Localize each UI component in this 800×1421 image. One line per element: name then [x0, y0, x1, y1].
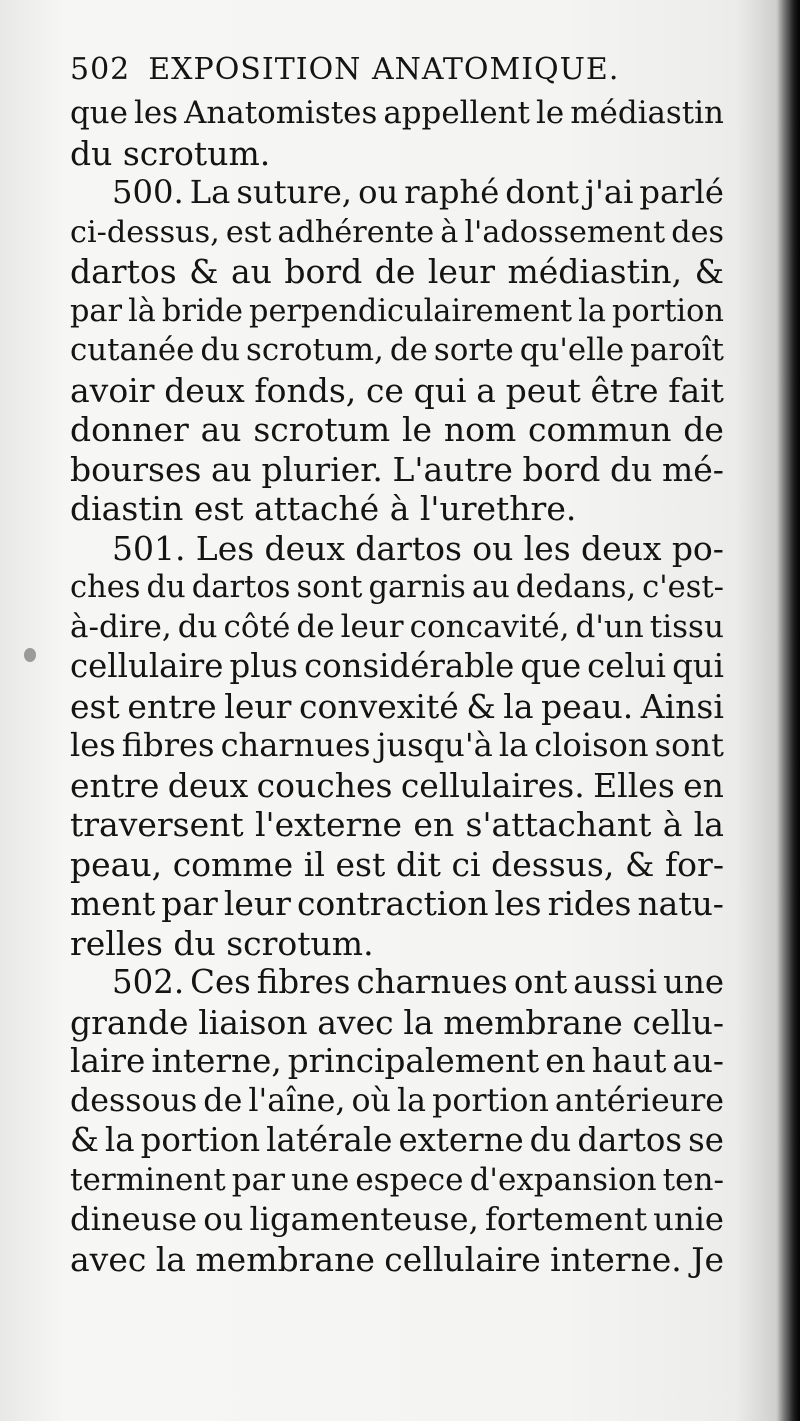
text-line — [70, 1200, 724, 1240]
word: espece — [355, 1161, 464, 1198]
word: couches — [256, 765, 393, 805]
word: l'adossement — [464, 214, 666, 250]
word: ont — [513, 963, 568, 1001]
word: interne. — [550, 1239, 682, 1279]
word: médiastin, — [507, 252, 683, 291]
word: de — [296, 608, 335, 645]
text-line — [70, 1003, 724, 1043]
word: Anatomistes — [184, 95, 378, 131]
text-line — [70, 292, 724, 332]
word: des — [671, 214, 724, 250]
word: L'autre — [392, 449, 513, 489]
word: liaison — [198, 1002, 308, 1042]
word: principalement — [287, 1042, 540, 1080]
word: bord — [284, 252, 363, 291]
text-line — [70, 608, 724, 648]
word: paroît — [630, 332, 724, 368]
text-line — [70, 1082, 724, 1122]
word: est — [335, 844, 386, 884]
word: en — [413, 805, 455, 844]
word: cloison — [534, 726, 649, 764]
word: ce — [365, 370, 404, 410]
word: ci — [451, 844, 481, 884]
paragraph-502-start — [70, 963, 724, 1003]
word: Je — [691, 1239, 724, 1279]
word: leur — [223, 884, 291, 923]
word: commun — [528, 410, 672, 449]
word: au — [471, 570, 510, 605]
word: tissu — [649, 608, 724, 645]
text-line — [70, 410, 724, 450]
word: 500. — [112, 173, 184, 211]
word: au — [210, 449, 252, 489]
word: cellulaire — [70, 647, 224, 685]
word: Ainsi — [640, 686, 724, 726]
paragraph-500-start — [70, 173, 724, 213]
word: Ces — [190, 963, 251, 1001]
word: unie — [653, 1200, 724, 1238]
word: qui — [413, 370, 467, 410]
word: antérieure — [554, 1082, 724, 1119]
word: ches — [70, 570, 141, 605]
word: au — [230, 252, 272, 291]
word: leur — [427, 252, 495, 291]
word: dit — [395, 844, 441, 884]
word: bord — [522, 449, 601, 489]
text-line — [70, 647, 724, 687]
word: celui — [587, 647, 666, 685]
word: rides — [547, 884, 632, 923]
word: dedans, — [515, 570, 637, 605]
word: sont — [296, 570, 363, 605]
word: plus — [229, 647, 299, 685]
word: & — [189, 252, 219, 291]
word: d'un — [575, 608, 644, 645]
ink-smudge — [24, 648, 36, 662]
word: deux — [164, 370, 245, 410]
word: par — [231, 1161, 285, 1198]
text-line — [70, 1121, 724, 1161]
word: membrane — [195, 1239, 375, 1279]
word: le — [401, 410, 433, 449]
word: haut — [591, 1042, 667, 1080]
word: en — [683, 765, 724, 805]
word: charnues — [220, 726, 371, 764]
word: portion — [611, 293, 724, 329]
word: du — [200, 332, 241, 368]
word: plurier. — [261, 449, 383, 489]
word: perpendiculairement — [249, 293, 573, 329]
word: avec — [70, 1239, 147, 1279]
word: ten- — [662, 1161, 724, 1198]
paragraph-501-start — [70, 529, 724, 569]
word: qui — [672, 647, 724, 685]
word: avec — [317, 1002, 394, 1042]
text-line — [70, 94, 724, 134]
word: parlé — [639, 173, 724, 211]
word: & — [466, 686, 496, 726]
word: externe — [398, 1121, 524, 1159]
text-line — [70, 371, 724, 411]
word: deux — [580, 528, 662, 568]
word: po- — [671, 528, 724, 568]
word: cellulaire — [384, 1239, 541, 1279]
word: il — [303, 844, 325, 884]
page-edge-shadow — [778, 0, 800, 1421]
word: dineuse — [70, 1200, 198, 1238]
word: fibres — [121, 726, 215, 764]
word: terminent — [70, 1161, 226, 1198]
word: le — [536, 95, 565, 131]
word: dessous — [70, 1082, 198, 1119]
word: que — [520, 647, 582, 685]
word: adhérente — [277, 214, 435, 250]
word: par — [70, 293, 123, 329]
word: fortement — [484, 1200, 648, 1238]
word: l'externe — [254, 805, 403, 844]
word: cellu- — [632, 1002, 724, 1042]
word: a — [476, 370, 496, 410]
word: à — [440, 214, 459, 250]
word: de — [203, 1082, 243, 1119]
word: La — [189, 173, 231, 211]
word: les — [523, 528, 571, 568]
word: médiastin — [570, 95, 724, 131]
word: cutanée — [70, 332, 195, 368]
word: sont — [654, 726, 724, 764]
word: natu- — [637, 884, 724, 923]
word: est — [225, 214, 272, 250]
word: la — [104, 1121, 135, 1159]
word: latérale — [266, 1121, 393, 1159]
word: une — [290, 1161, 350, 1198]
word: ment — [70, 884, 156, 923]
word: la — [155, 1239, 186, 1279]
word: appellent — [383, 95, 530, 131]
word: de — [389, 332, 428, 368]
running-title: EXPOSITION ANATOMIQUE. — [148, 52, 620, 87]
word: dartos — [577, 1121, 683, 1159]
word: entre — [70, 765, 160, 805]
word: 501. — [112, 528, 186, 568]
text-line — [70, 687, 724, 727]
word: du — [610, 449, 653, 489]
word: ou — [203, 1200, 244, 1238]
word: qu'elle — [519, 332, 625, 368]
word: ou — [358, 173, 399, 211]
word: du — [177, 608, 218, 645]
word: sorte — [433, 332, 514, 368]
word: garnis — [368, 570, 466, 605]
word: dartos — [355, 528, 462, 568]
word: dartos — [191, 570, 291, 605]
word: les — [494, 884, 542, 923]
word: que — [70, 95, 128, 131]
word: fait — [668, 370, 724, 410]
word: fibres — [256, 963, 351, 1001]
word: donner — [70, 410, 189, 449]
word: charnues — [356, 963, 508, 1001]
word: aussi — [573, 963, 658, 1001]
word: scrotum, — [246, 332, 384, 368]
word: convexité — [299, 686, 459, 726]
word: & — [624, 844, 655, 884]
word: du — [529, 1121, 572, 1159]
word: la — [498, 726, 529, 764]
word: l'aîne, — [248, 1082, 346, 1119]
word: à — [662, 805, 683, 844]
text-line — [70, 1240, 724, 1280]
word: comme — [172, 844, 294, 884]
word: au — [200, 410, 242, 449]
word: ou — [472, 528, 514, 568]
word: laire — [70, 1042, 146, 1080]
word: être — [590, 370, 659, 410]
text-line — [70, 726, 724, 766]
word: fonds, — [254, 370, 357, 410]
word: à-dire, — [70, 608, 172, 645]
word: par — [161, 884, 218, 923]
word: ci-dessus, — [70, 214, 220, 250]
word: & — [694, 252, 724, 291]
text-line — [70, 1161, 724, 1201]
word: interne, — [151, 1042, 282, 1080]
word: leur — [224, 686, 292, 726]
word: scrotum — [253, 410, 391, 449]
text-line — [70, 766, 724, 806]
word: dont — [505, 173, 580, 211]
word: jusqu'à — [376, 726, 493, 764]
word: dessus, — [491, 844, 615, 884]
word: d'expansion — [469, 1161, 657, 1198]
word: entre — [127, 686, 217, 726]
word: bride — [161, 293, 243, 329]
word: la — [403, 1002, 434, 1042]
word: nom — [443, 410, 517, 449]
word: avoir — [70, 370, 155, 410]
word: la — [578, 293, 606, 329]
text-line — [70, 213, 724, 253]
text-line — [70, 450, 724, 490]
word: une — [663, 963, 724, 1001]
word: suture, — [236, 173, 353, 211]
word: membrane — [443, 1002, 623, 1042]
word: grande — [70, 1002, 189, 1042]
word: raphé — [404, 173, 500, 211]
word: Elles — [593, 765, 675, 805]
word: & — [70, 1121, 99, 1159]
text-line — [70, 568, 724, 608]
word: traversent — [70, 805, 244, 844]
text-line — [70, 1042, 724, 1082]
word: c'est- — [642, 570, 724, 605]
word: portion — [432, 1082, 549, 1119]
word: Les — [195, 528, 255, 568]
word: peau, — [70, 844, 163, 884]
word: la — [503, 686, 534, 726]
word: s'attachant — [465, 805, 652, 844]
word: la — [397, 1082, 427, 1119]
page-text — [70, 48, 724, 1279]
word: en — [545, 1042, 586, 1080]
text-line — [70, 252, 724, 292]
word: du — [146, 570, 186, 605]
text-line — [70, 845, 724, 885]
text-line — [70, 884, 724, 924]
word: la — [693, 805, 724, 844]
word: là — [128, 293, 156, 329]
word: concavité, — [409, 608, 570, 645]
word: ligamenteuse, — [249, 1200, 479, 1238]
word: les — [134, 95, 179, 131]
text-line: relles du scrotum. — [70, 923, 374, 963]
word: bourses — [70, 449, 202, 489]
word: se — [688, 1121, 724, 1159]
word: considérable — [304, 647, 515, 685]
word: dartos — [70, 252, 177, 291]
word: au- — [672, 1042, 724, 1080]
word: où — [351, 1082, 391, 1119]
text-line — [70, 805, 724, 845]
word: portion — [140, 1121, 261, 1159]
word: j'ai — [585, 173, 634, 211]
word: les — [70, 726, 116, 764]
word: peut — [505, 370, 581, 410]
word: 502. — [112, 963, 185, 1001]
word: deux — [264, 528, 345, 568]
word: mé- — [661, 449, 724, 489]
word: est — [70, 686, 120, 726]
word: deux — [167, 765, 249, 805]
word: contraction — [296, 884, 489, 923]
word: for- — [664, 844, 724, 884]
text-line — [70, 331, 724, 371]
running-header — [70, 48, 724, 94]
word: leur — [340, 608, 404, 645]
text-line: diastin est attaché à l'urethre. — [70, 489, 577, 528]
page-number: 502 — [70, 52, 131, 87]
text-line: du scrotum. — [70, 133, 271, 173]
word: côté — [223, 608, 291, 645]
word: de — [683, 410, 724, 449]
word: peau. — [541, 686, 634, 726]
word: cellulaires. — [400, 765, 585, 805]
word: de — [374, 252, 416, 291]
